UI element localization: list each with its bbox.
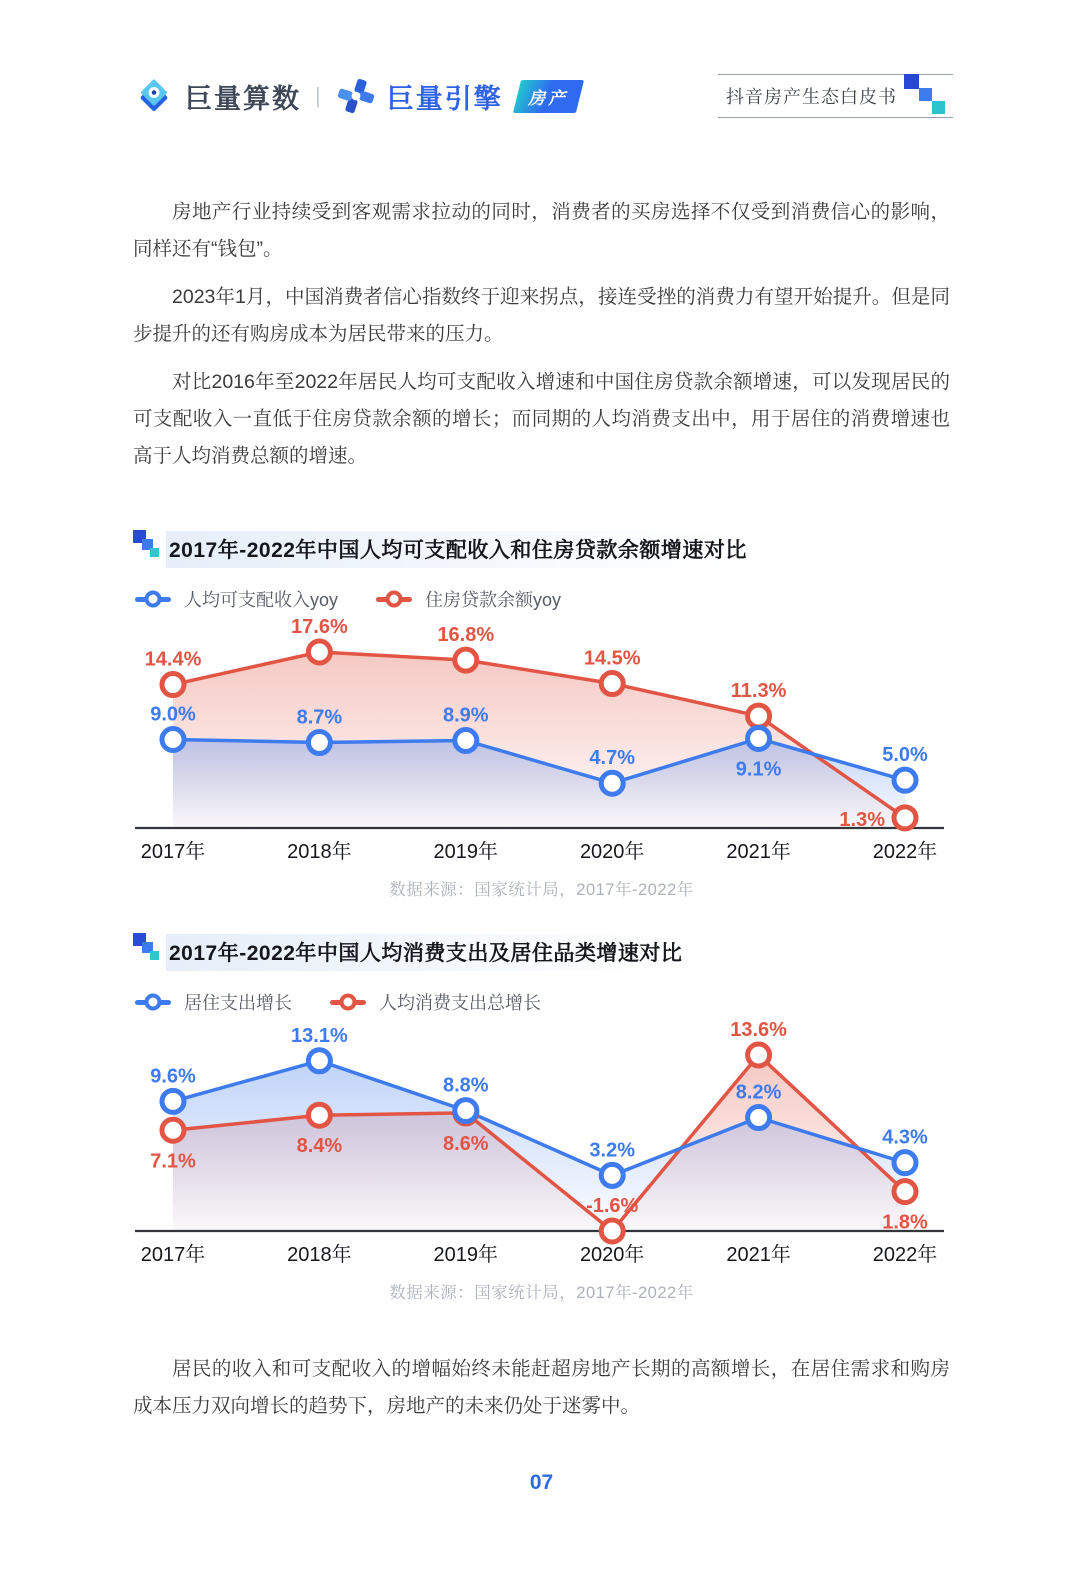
deco-square-blue <box>919 88 932 101</box>
value-label: 1.8% <box>882 1211 928 1234</box>
title-square-teal <box>150 548 159 557</box>
paragraph-3: 对比2016年至2022年居民人均可支配收入增速和中国住房贷款余额增速，可以发现居民的可支配收入一直低于住房贷款余额的增长；而同期的人均消费支出中，用于居住的消费增速也高于人均消费总额的增速。 <box>133 371 950 467</box>
whitepaper-title-box <box>718 74 953 118</box>
value-label: 4.3% <box>882 1126 928 1149</box>
value-label: -1.6% <box>586 1195 639 1217</box>
value-label: 13.6% <box>730 1019 787 1041</box>
data-point <box>894 807 916 829</box>
legend-label: 住房贷款余额yoy <box>425 590 562 610</box>
paragraph-2: 2023年1月，中国消费者信心指数终于迎来拐点，接连受挫的消费力有望开始提升。但是同步提升的还有购房成本为居民带来的压力。 <box>133 286 950 345</box>
x-axis-label: 2022年 <box>872 841 938 863</box>
value-label: 14.4% <box>144 648 202 671</box>
data-point <box>455 730 477 752</box>
fangchan-badge: 房产 <box>513 80 584 113</box>
data-point <box>162 1119 184 1141</box>
chart1-section <box>133 531 950 900</box>
title-square-teal <box>150 951 159 960</box>
value-label: 16.8% <box>437 624 495 647</box>
report-page <box>0 70 1083 1578</box>
x-axis-label: 2020年 <box>579 841 645 863</box>
data-point <box>162 728 184 750</box>
logo-text-suanshu: 巨量算数 <box>185 83 301 114</box>
data-point <box>748 705 770 727</box>
legend-item <box>330 989 541 1015</box>
whitepaper-title: 抖音房产生态白皮书 <box>726 87 897 107</box>
value-label: 13.1% <box>291 1024 348 1047</box>
x-axis-label: 2021年 <box>726 1244 791 1266</box>
data-point <box>455 1100 477 1122</box>
value-label: 5.0% <box>882 744 928 767</box>
paragraph-1: 房地产行业持续受到客观需求拉动的同时，消费者的买房选择不仅受到消费信心的影响，同样还有“钱包”。 <box>133 201 950 260</box>
x-axis-label: 2019年 <box>433 841 499 863</box>
legend-label: 人均可支配收入yoy <box>184 590 339 610</box>
legend-label: 人均消费支出总增长 <box>379 993 541 1013</box>
value-label: 8.2% <box>735 1081 782 1104</box>
chart2-source: 数据来源：国家统计局，2017年-2022年 <box>389 1284 694 1302</box>
data-point <box>748 727 770 749</box>
line-chart-svg <box>133 616 946 868</box>
line-point-marker-icon <box>330 993 366 1012</box>
data-point <box>894 1152 916 1174</box>
juliang-suanshu-icon <box>133 75 175 117</box>
area-fill <box>173 1061 905 1231</box>
value-label: 14.5% <box>583 647 641 670</box>
chart2-title: 2017年-2022年中国人均消费支出及居住品类增速对比 <box>166 934 738 971</box>
juliang-yinqing-icon <box>335 75 377 117</box>
data-point <box>601 772 623 794</box>
page-number: 07 <box>529 1471 554 1494</box>
chart2-section <box>133 934 950 1303</box>
data-point <box>162 1090 184 1112</box>
legend-item <box>376 586 561 612</box>
x-axis-label: 2022年 <box>872 1244 938 1266</box>
x-axis-label: 2020年 <box>579 1244 645 1266</box>
data-point <box>601 1220 623 1242</box>
data-point <box>748 1044 770 1066</box>
value-label: 9.0% <box>150 703 196 726</box>
x-axis-label: 2017年 <box>140 1244 206 1266</box>
value-label: 3.2% <box>589 1139 635 1162</box>
logo-text-yinqing: 巨量引擎 <box>386 83 503 114</box>
deco-square-dark-blue <box>904 74 919 89</box>
x-axis-label: 2021年 <box>726 841 791 863</box>
x-axis-label: 2019年 <box>433 1244 499 1266</box>
chart1-plot <box>133 616 950 868</box>
chart2-plot <box>133 1019 950 1271</box>
data-point <box>455 649 477 671</box>
value-label: 1.3% <box>839 808 885 831</box>
value-label: 8.4% <box>296 1135 343 1158</box>
data-point <box>308 732 330 754</box>
value-label: 4.7% <box>589 747 635 770</box>
line-point-marker-icon <box>135 590 171 609</box>
data-point <box>601 673 623 695</box>
brand-logos <box>133 75 580 117</box>
line-point-marker-icon <box>376 590 412 609</box>
line-chart-svg <box>133 1019 946 1271</box>
value-label: 8.6% <box>443 1132 489 1155</box>
value-label: 11.3% <box>730 680 787 703</box>
line-point-marker-icon <box>135 993 171 1012</box>
legend-item <box>135 989 292 1015</box>
x-axis-label: 2017年 <box>140 841 206 863</box>
data-point <box>601 1164 623 1186</box>
value-label: 9.1% <box>735 758 782 781</box>
data-point <box>308 1104 330 1126</box>
chart1-title: 2017年-2022年中国人均可支配收入和住房贷款余额增速对比 <box>166 531 803 568</box>
value-label: 8.7% <box>296 706 343 729</box>
legend-label: 居住支出增长 <box>184 993 292 1013</box>
value-label: 9.6% <box>150 1065 196 1088</box>
chart1-title-row <box>133 531 950 568</box>
data-point <box>748 1107 770 1129</box>
deco-square-teal <box>932 101 945 114</box>
data-point <box>894 769 916 791</box>
chart1-source: 数据来源：国家统计局，2017年-2022年 <box>389 881 694 899</box>
value-label: 17.6% <box>291 616 348 638</box>
logo-separator: | <box>315 83 321 108</box>
chart2-legend <box>135 989 950 1015</box>
chart2-title-row <box>133 934 950 971</box>
x-axis-label: 2018年 <box>287 1244 352 1266</box>
value-label: 8.8% <box>443 1074 489 1097</box>
data-point <box>162 674 184 696</box>
page-header <box>133 70 953 122</box>
data-point <box>308 641 330 663</box>
paragraph-4: 居民的收入和可支配收入的增幅始终未能赶超房地产长期的高额增长，在居住需求和购房成本压力双向增长的趋势下，房地产的未来仍处于迷雾中。 <box>133 1358 950 1417</box>
data-point <box>308 1050 330 1072</box>
legend-item <box>135 586 338 612</box>
chart1-legend <box>135 586 950 612</box>
value-label: 8.9% <box>443 704 489 727</box>
value-label: 7.1% <box>150 1150 196 1173</box>
x-axis-label: 2018年 <box>287 841 352 863</box>
data-point <box>894 1181 916 1203</box>
